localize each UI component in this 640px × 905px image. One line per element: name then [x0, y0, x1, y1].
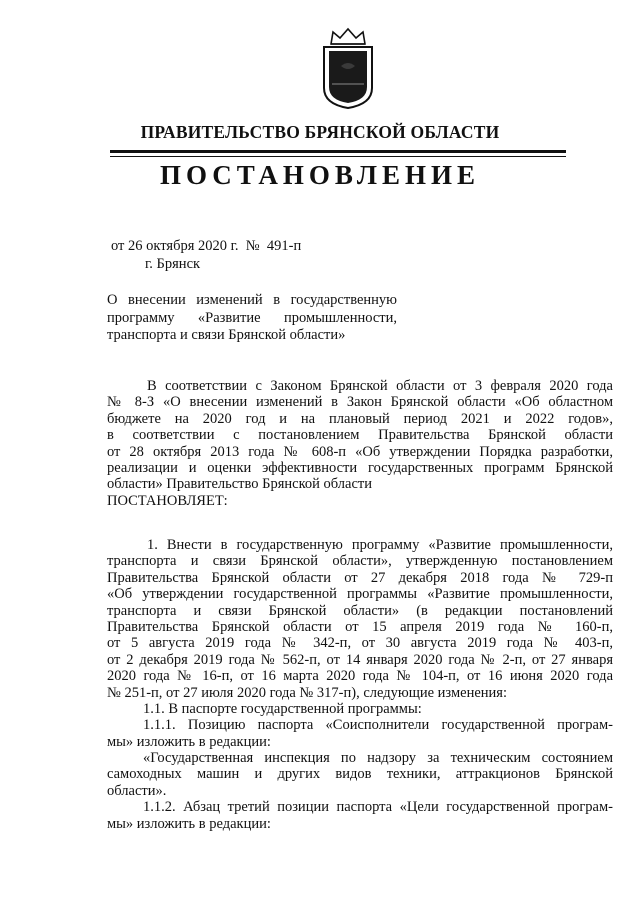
subitem-line: 1.1.1. Позицию паспорта «Соисполнители государственной програм- — [143, 717, 613, 734]
subject-line: программу «Развитие промышленности, — [107, 309, 397, 326]
item-line: 2020 года № 16-п, от 16 марта 2020 года № 104-п, от 16 июня 2020 года — [107, 668, 613, 685]
subitem-line: 1.1.2. Абзац третий позиции паспорта «Цели государственной програм- — [143, 799, 613, 816]
document-city: г. Брянск — [145, 256, 201, 272]
document-type-title: ПОСТАНОВЛЕНИЕ — [159, 160, 481, 190]
preamble-line: от 28 октября 2013 года № 608-п «Об утверждении Порядка разработки, — [107, 443, 613, 460]
subitem-line: мы» изложить в редакции: — [107, 815, 271, 832]
item-line: «Об утверждении государственной программы «Развитие промышленности, — [107, 586, 613, 603]
item-line: от 2 декабря 2019 года № 562-п, от 14 января 2020 года № 2-п, от 27 января — [107, 651, 613, 668]
item-line: транспорта и связи Брянской области», утвержденную постановлением — [107, 553, 613, 570]
item-line: № 251-п, от 27 июля 2020 года № 317-п), следующие изменения: — [107, 684, 507, 701]
subject-line: О внесении изменений в государственную — [107, 292, 397, 308]
item-line: Правительства Брянской области от 27 декабря 2018 года № 729-п — [107, 569, 613, 586]
preamble-line: в соответствии с постановлением Правительства Брянской области — [107, 427, 613, 444]
header-rule-thin — [110, 156, 566, 157]
quoted-line: области». — [107, 782, 167, 799]
subitem-line: 1.1. В паспорте государственной программы: — [143, 700, 422, 717]
item-line: транспорта и связи Брянской области» (в редакции постановлений — [107, 602, 613, 619]
document-subject — [107, 292, 397, 345]
preamble-line: области» Правительство Брянской области — [107, 476, 372, 493]
coat-of-arms-emblem — [321, 26, 375, 110]
preamble-line: В соответствии с Законом Брянской области от 3 февраля 2020 года — [147, 378, 613, 394]
subject-line: транспорта и связи Брянской области» — [107, 327, 346, 343]
quoted-line: самоходных машин и других видов техники, аттракционов Брянской — [107, 766, 613, 783]
item-1-paragraph — [107, 537, 613, 832]
preamble-paragraph — [107, 378, 613, 509]
item-line: от 5 августа 2019 года № 342-п, от 30 августа 2019 года № 403-п, — [107, 635, 613, 652]
item-line: 1. Внести в государственную программу «Развитие промышленности, — [147, 537, 613, 553]
document-date-number: от 26 октября 2020 г. № 491-п — [111, 238, 302, 254]
subitem-line: мы» изложить в редакции: — [107, 733, 271, 750]
preamble-line: бюджете на 2020 год и на плановый период 2021 и 2022 годов», — [107, 410, 613, 427]
resolves-word: ПОСТАНОВЛЯЕТ: — [107, 492, 228, 509]
header-rule-thick — [110, 150, 566, 153]
preamble-line: № 8-З «О внесении изменений в Закон Брянской области «Об областном — [107, 394, 613, 411]
quoted-line: «Государственная инспекция по надзору за техническим состоянием — [143, 750, 613, 767]
item-line: Правительства Брянской области от 15 апреля 2019 года № 160-п, — [107, 618, 613, 635]
organization-title: ПРАВИТЕЛЬСТВО БРЯНСКОЙ ОБЛАСТИ — [140, 122, 500, 142]
preamble-line: реализации и оценки эффективности государственных программ Брянской — [107, 459, 613, 476]
